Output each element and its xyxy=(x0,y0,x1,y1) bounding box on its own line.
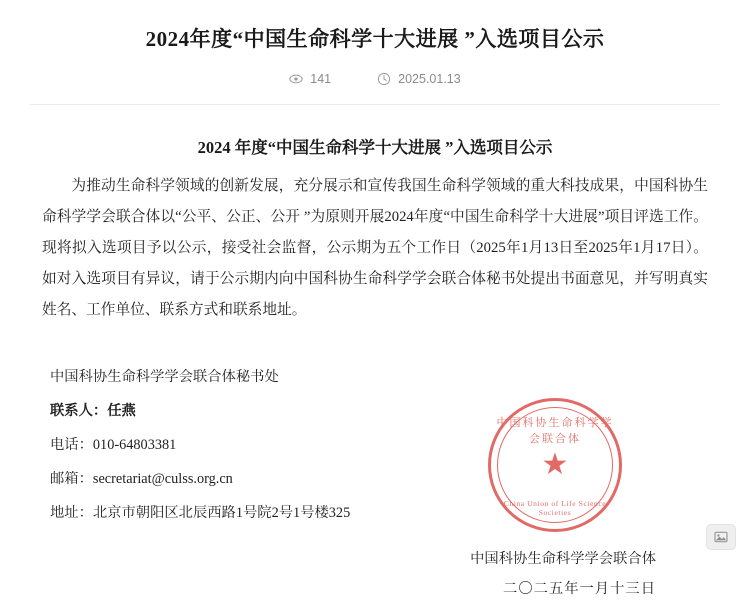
document-paragraph: 为推动生命科学领域的创新发展，充分展示和宣传我国生命科学领域的重大科技成果，中国科协生命科学学会联合体以“公平、公正、公开 ”为原则开展2024年度“中国生命科学十大进展”项目评选工作。现将拟入选项目予以公示，接受社会监督，公示期为五个工作日（2025年1月13日至2025年1月17日）。如对入选项目有异议，请于公示期内向中国科协生命科学学会联合体秘书处提出书面意见，并写明真实姓名、工作单位、联系方式和联系地址。 xyxy=(42,178,708,318)
publish-date: 2025.01.13 xyxy=(398,72,461,86)
seal-text-bottom: China Union of Life Science Societies xyxy=(503,499,607,517)
document-body xyxy=(42,105,708,604)
contact-block xyxy=(42,362,708,528)
image-button[interactable] xyxy=(706,524,736,550)
star-icon: ★ xyxy=(541,448,569,481)
seal-text-top: 中国科协生命科学学会联合体 xyxy=(496,417,614,445)
contact-email-value[interactable]: secretariat@culss.org.cn xyxy=(92,471,233,487)
views-count: 141 xyxy=(310,72,332,86)
signature-org: 中国科协生命科学学会联合体 xyxy=(470,551,656,567)
page-title: 2024年度“中国生命科学十大进展 ”入选项目公示 xyxy=(145,27,605,51)
contact-person xyxy=(50,396,708,426)
article-page xyxy=(0,22,750,597)
date-meta xyxy=(377,72,461,86)
contact-address xyxy=(50,498,708,528)
contact-org: 中国科协生命科学学会联合体秘书处 xyxy=(50,369,279,385)
image-icon xyxy=(714,531,728,543)
contact-address-value: 北京市朝阳区北辰西路1号院2号1号楼325 xyxy=(92,505,351,521)
contact-phone-label: 电话： xyxy=(50,437,93,453)
eye-icon xyxy=(289,72,303,86)
views-meta xyxy=(289,72,331,86)
contact-phone xyxy=(50,430,708,460)
document-heading: 2024 年度“中国生命科学十大进展 ”入选项目公示 xyxy=(197,138,553,157)
article-meta xyxy=(0,72,750,86)
contact-email-label: 邮箱： xyxy=(50,471,93,487)
contact-email xyxy=(50,464,708,494)
signature-block xyxy=(42,544,708,604)
contact-person-label: 联系人： xyxy=(50,403,108,419)
contact-address-label: 地址： xyxy=(50,505,93,521)
contact-phone-value: 010-64803381 xyxy=(92,437,177,453)
contact-person-value: 任燕 xyxy=(107,403,136,419)
signature-date: 二〇二五年一月十三日 xyxy=(503,581,656,597)
clock-icon xyxy=(377,72,391,86)
